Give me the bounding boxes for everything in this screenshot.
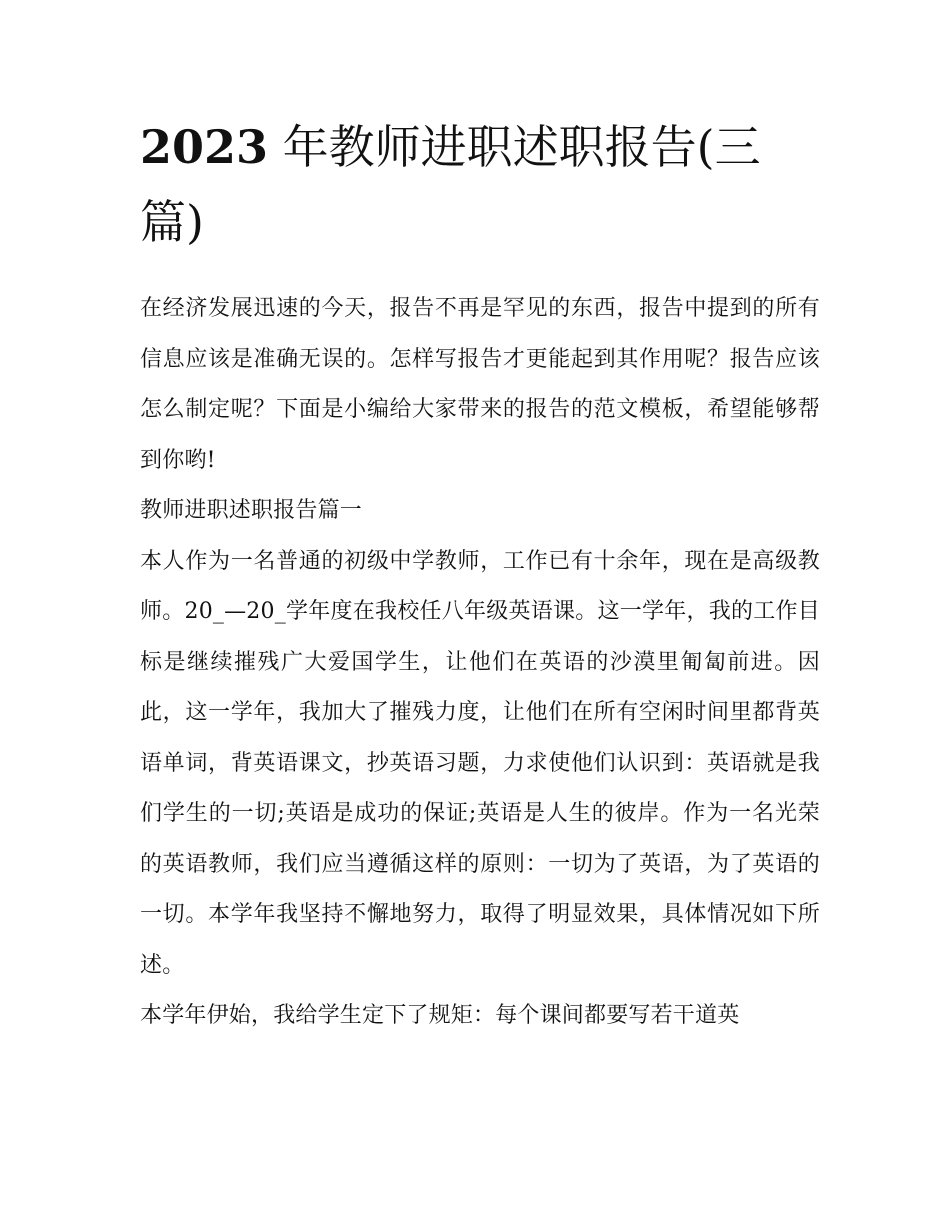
- document-title: [140, 110, 820, 260]
- document-body: [140, 284, 820, 1042]
- title-year: 2023: [140, 120, 269, 174]
- intro-paragraph: 在经济发展迅速的今天，报告不再是罕见的东西，报告中提到的所有信息应该是准确无误的。怎样写报告才更能起到其作用呢？报告应该怎么制定呢？下面是小编给大家带来的报告的范文模板，希望能够帮到你哟!: [140, 296, 820, 473]
- body-paragraph: 本学年伊始，我给学生定下了规矩：每个课间都要写若干道英: [140, 1003, 740, 1028]
- body-paragraph: 本人作为一名普通的初级中学教师，工作已有十余年，现在是高级教师。20_—20_学年度在我校任八年级英语课。这一学年，我的工作目标是继续摧残广大爱国学生，让他们在英语的沙漠里匍匐前进。因此，这一学年，我加大了摧残力度，让他们在所有空闲时间里都背英语单词，背英语课文，抄英语习题，力求使他们认识到：英语就是我们学生的一切;英语是成功的保证;英语是人生的彼岸。作为一名光荣的英语教师，我们应当遵循这样的原则：一切为了英语，为了英语的一切。本学年我坚持不懈地努力，取得了明显效果，具体情况如下所述。: [140, 548, 820, 978]
- title-text: 年教师进职述职报告(三篇): [140, 120, 761, 249]
- section-heading: 教师进职述职报告篇一: [140, 498, 363, 523]
- document-page: [140, 110, 820, 1042]
